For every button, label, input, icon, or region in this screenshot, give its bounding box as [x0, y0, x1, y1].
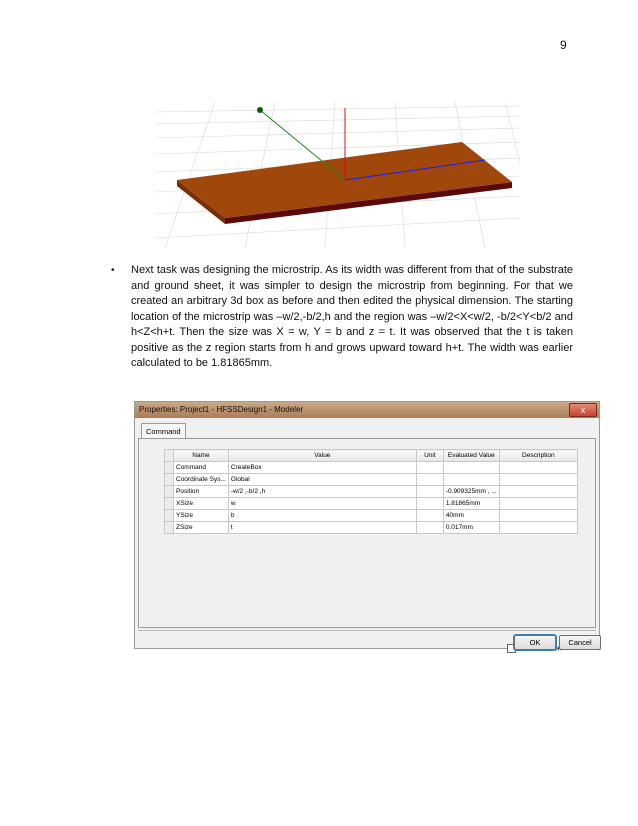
cell-evaluated: -0.909325mm , ...: [443, 486, 499, 498]
command-tab-panel: [138, 438, 596, 628]
cell-name: Position: [174, 486, 229, 498]
cell-value[interactable]: CreateBox: [228, 462, 416, 474]
table-row[interactable]: [165, 510, 578, 522]
table-row[interactable]: [165, 522, 578, 534]
column-header-description[interactable]: Description: [499, 450, 577, 462]
cell-name: XSize: [174, 498, 229, 510]
cell-name: Command: [174, 462, 229, 474]
cell-description[interactable]: [499, 462, 577, 474]
table-row[interactable]: [165, 474, 578, 486]
grid-header-row: [165, 450, 578, 462]
cell-description[interactable]: [499, 498, 577, 510]
cell-evaluated: 0.017mm: [443, 522, 499, 534]
table-row[interactable]: [165, 462, 578, 474]
cell-evaluated: [443, 462, 499, 474]
dialog-titlebar[interactable]: [135, 402, 599, 418]
origin-marker: [257, 107, 263, 113]
cell-name: YSize: [174, 510, 229, 522]
cell-evaluated: [443, 474, 499, 486]
row-header-corner: [165, 450, 174, 462]
cell-unit[interactable]: [416, 522, 443, 534]
paragraph-text: Next task was designing the microstrip. As its width was different from that of the substrate and ground sheet, it was simpler to design the microstrip from beginning. For that we created an arbitrary 3d box as before and then edited the physical dimension. The starting location of the microstrip was –w/2,-b/2,h and the region was –w/2<X<w/2, -b/2<Y<b/2 and h<Z<h+t. Then the size was X = w, Y = b and z = t. It was observed that the t is taken positive as the z region starts from h and grows upward toward h+t. The width was earlier calculated to be 1.81865mm.: [131, 264, 573, 369]
ok-button[interactable]: OK: [514, 635, 556, 650]
tab-command[interactable]: Command: [141, 423, 186, 439]
properties-dialog: [134, 401, 600, 649]
cell-description[interactable]: [499, 510, 577, 522]
cell-unit[interactable]: [416, 510, 443, 522]
button-divider: [138, 630, 596, 631]
column-header-unit[interactable]: Unit: [416, 450, 443, 462]
cell-unit[interactable]: [416, 486, 443, 498]
row-header[interactable]: [165, 462, 174, 474]
page-number: 9: [560, 38, 567, 52]
cell-description[interactable]: [499, 474, 577, 486]
cell-description[interactable]: [499, 522, 577, 534]
dialog-title: Properties: Project1 - HFSSDesign1 - Modeler: [139, 405, 304, 414]
cell-unit[interactable]: [416, 498, 443, 510]
cell-value[interactable]: b: [228, 510, 416, 522]
cell-name: ZSize: [174, 522, 229, 534]
table-row[interactable]: [165, 498, 578, 510]
close-icon: x: [580, 405, 586, 415]
cell-evaluated: 40mm: [443, 510, 499, 522]
cell-unit[interactable]: [416, 474, 443, 486]
column-header-name[interactable]: Name: [174, 450, 229, 462]
row-header[interactable]: [165, 486, 174, 498]
close-button[interactable]: [569, 403, 597, 417]
bullet-paragraph: [113, 263, 573, 372]
cancel-button[interactable]: Cancel: [559, 635, 601, 650]
cell-value[interactable]: Global: [228, 474, 416, 486]
table-row[interactable]: [165, 486, 578, 498]
cell-name: Coordinate Sys...: [174, 474, 229, 486]
row-header[interactable]: [165, 510, 174, 522]
3d-model-view: [155, 102, 520, 248]
cell-value[interactable]: -w/2 ,-b/2 ,h: [228, 486, 416, 498]
column-header-value[interactable]: Value: [228, 450, 416, 462]
row-header[interactable]: [165, 474, 174, 486]
row-header[interactable]: [165, 498, 174, 510]
cell-value[interactable]: w: [228, 498, 416, 510]
bullet-marker: •: [111, 265, 115, 276]
properties-grid: [164, 449, 578, 534]
cell-description[interactable]: [499, 486, 577, 498]
cell-value[interactable]: t: [228, 522, 416, 534]
cell-unit[interactable]: [416, 462, 443, 474]
row-header[interactable]: [165, 522, 174, 534]
column-header-evaluated-value[interactable]: Evaluated Value: [443, 450, 499, 462]
cell-evaluated: 1.81865mm: [443, 498, 499, 510]
